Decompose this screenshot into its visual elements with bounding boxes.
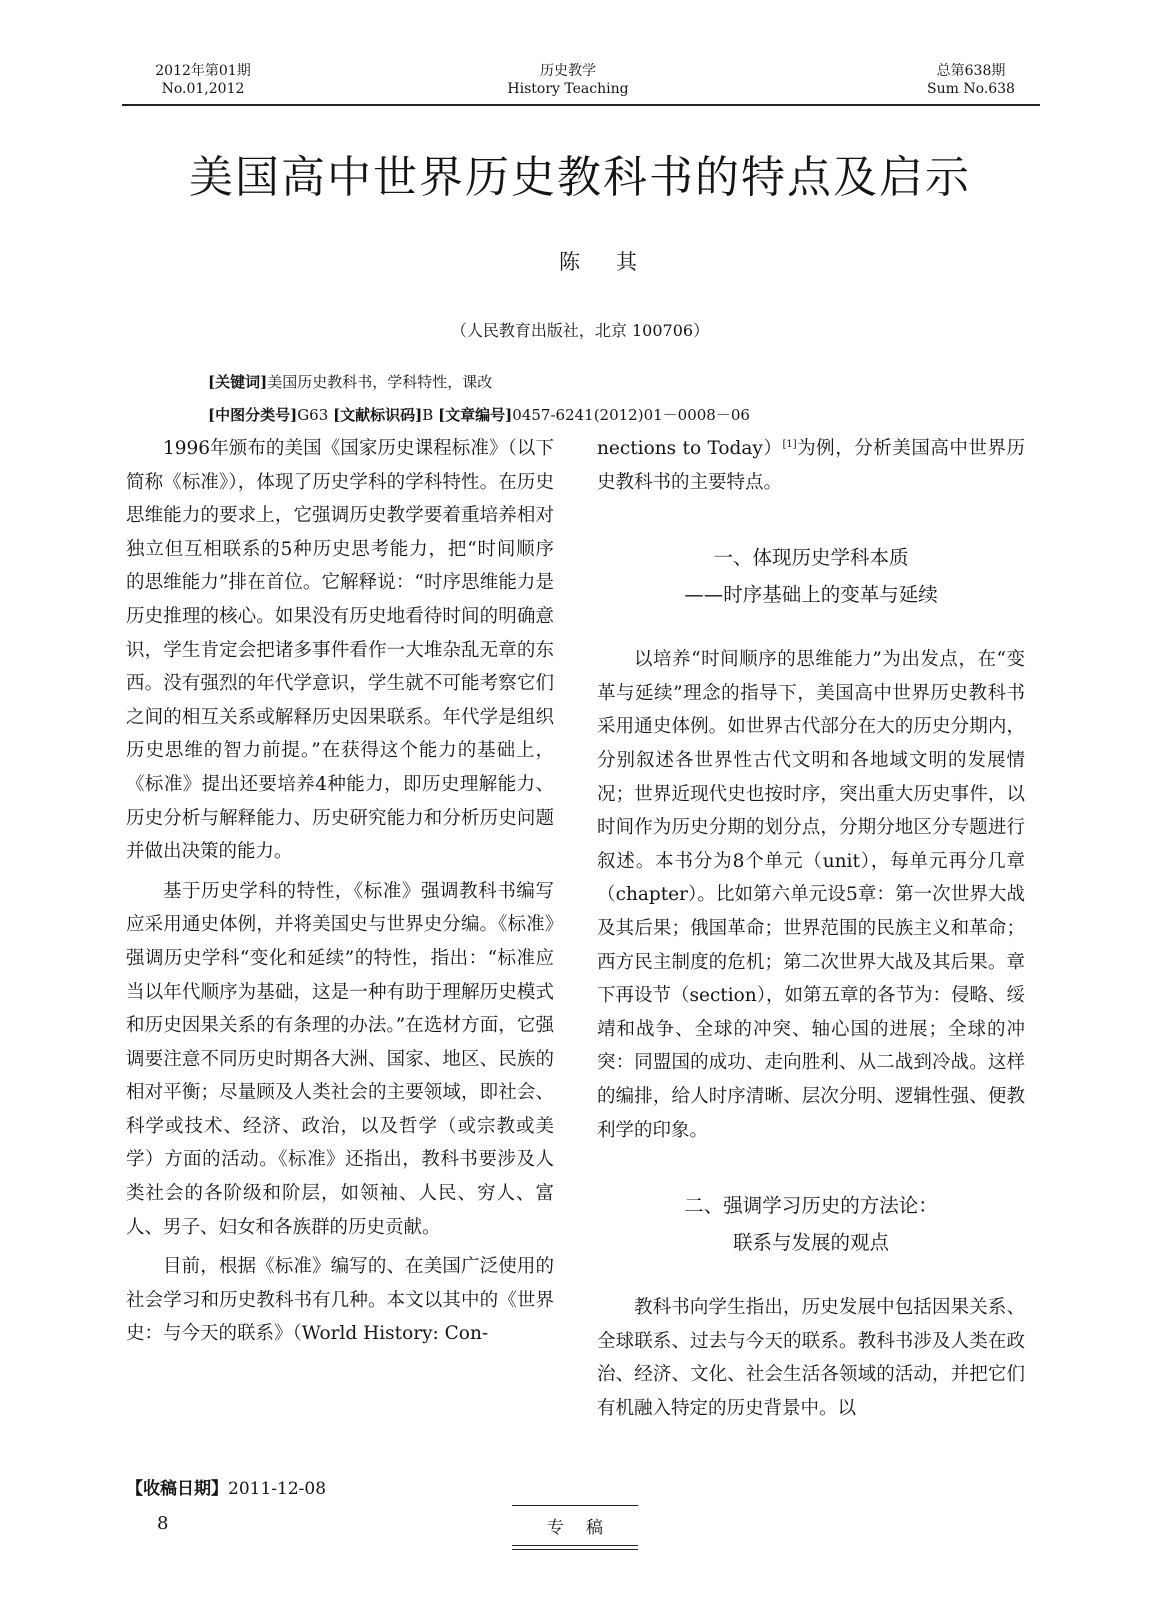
received-date — [126, 1474, 326, 1499]
page-number: 8 — [157, 1513, 169, 1534]
header-journal-cn: 历史教学 — [540, 63, 596, 79]
footer-divider-top — [512, 1505, 638, 1506]
article-title: 美国高中世界历史教科书的特点及启示 — [189, 152, 971, 203]
paragraph: 1996年颁布的美国《国家历史课程标准》（以下简称《标准》），体现了历史学科的学科特性。在历史思维能力的要求上，它强调历史教学要着重培养相对独立但互相联系的5种历史思考能力，把“时间顺序的思维能力”排在首位。它解释说：“时序思维能力是历史推理的核心。如果没有历史地看待时间的明确意识，学生肯定会把诸多事件看作一大堆杂乱无章的东西。没有强烈的年代学意识，学生就不可能考察它们之间的相互关系或解释历史因果联系。年代学是组织历史思维的智力前提。”在获得这个能力的基础上，《标准》提出还要培养4种能力，即历史理解能力、历史分析与解释能力、历史研究能力和分析历史问题并做出决策的能力。 — [126, 438, 554, 863]
keywords-label: [关键词] — [208, 373, 268, 391]
section-heading-2-line1: 二、强调学习历史的方法论： — [684, 1194, 938, 1218]
header-total-en: Sum No.638 — [927, 81, 1015, 97]
paragraph: 基于历史学科的特性，《标准》强调教科书编写应采用通史体例，并将美国史与世界史分编。《标准》强调历史学科“变化和延续”的特性，指出：“标准应当以年代顺序为基础，这是一种有助于理解历史模式和历史因果关系的有条理的办法。”在选材方面，它强调要注意不同历史时期各大洲、国家、地区、民族的相对平衡；尽量顾及人类社会的主要领域，即社会、科学或技术、经济、政治，以及哲学（或宗教或美学）方面的活动。《标准》还指出，教科书要涉及人类社会的各阶级和阶层，如领袖、人民、穷人、富人、男子、妇女和各族群的历史贡献。 — [126, 880, 554, 1238]
right-column — [597, 432, 1025, 1425]
header-journal-name — [468, 62, 668, 98]
footer-divider-bottom — [512, 1545, 638, 1546]
section-heading-1-line1: 一、体现历史学科本质 — [713, 546, 909, 570]
article-number-value: 0457-6241(2012)01－0008－06 — [512, 406, 750, 424]
header-divider — [122, 104, 1040, 106]
header-total-issue — [906, 62, 1036, 98]
classification-line — [208, 404, 750, 425]
paragraph — [597, 432, 1025, 499]
citation-reference: [1] — [782, 438, 797, 450]
footer-divider-bottom-2 — [512, 1549, 638, 1550]
paragraph-start: nections to Today） — [597, 438, 783, 459]
header-total-cn: 总第638期 — [936, 63, 1006, 79]
header-journal-issue — [128, 62, 278, 98]
received-value: 2011-12-08 — [228, 1479, 327, 1499]
paragraph-rest: 为例，分析美国高中世界历史教科书的主要特点。 — [597, 438, 1025, 493]
clc-value: G63 — [297, 406, 329, 424]
doc-code-value: B — [422, 406, 434, 424]
section-heading-2 — [597, 1187, 1025, 1261]
paragraph: 教科书向学生指出，历史发展中包括因果关系、全球联系、过去与今天的联系。教科书涉及人类在政治、经济、文化、社会生活各领域的活动，并把它们有机融入特定的历史背景中。以 — [597, 1297, 1025, 1419]
doc-code-label: [文献标识码] — [333, 406, 423, 424]
header-journal-en: History Teaching — [507, 81, 629, 97]
section-heading-1 — [597, 539, 1025, 613]
clc-label: [中图分类号] — [208, 406, 298, 424]
paragraph: 目前，根据《标准》编写的、在美国广泛使用的社会学习和历史教科书有几种。本文以其中的《世界史：与今天的联系》（World History: Con- — [126, 1256, 554, 1345]
article-author: 陈其 — [559, 250, 673, 274]
paragraph: 以培养“时间顺序的思维能力”为出发点，在“变革与延续”理念的指导下，美国高中世界历史教科书采用通史体例。如世界古代部分在大的历史分期内，分别叙述各世界性古代文明和各地域文明的发展情况；世界近现代史也按时序，突出重大历史事件，以时间作为历史分期的划分点，分期分地区分专题进行叙述。本书分为8个单元（unit），每单元再分几章（chapter）。比如第六单元设5章：第一次世界大战及其后果；俄国革命；世界范围的民族主义和革命；西方民主制度的危机；第二次世界大战及其后果。章下再设节（section），如第五章的各节为：侵略、绥靖和战争、全球的冲突、轴心国的进展；全球的冲突：同盟国的成功、走向胜利、从二战到冷战。这样的编排，给人时序清晰、层次分明、逻辑性强、便教利学的印象。 — [597, 649, 1025, 1141]
header-issue-cn: 2012年第01期 — [155, 63, 251, 79]
section-heading-2-line2: 联系与发展的观点 — [732, 1231, 889, 1255]
article-number-label: [文章编号] — [438, 406, 513, 424]
author-affiliation: （人民教育出版社，北京 100706） — [450, 321, 710, 340]
keywords-value: 美国历史教科书，学科特性，课改 — [267, 373, 493, 391]
received-label: 【收稿日期】 — [126, 1479, 228, 1499]
section-heading-1-line2: ——时序基础上的变革与延续 — [684, 583, 938, 607]
header-issue-en: No.01,2012 — [161, 81, 245, 97]
column-label: 专稿 — [547, 1518, 625, 1538]
keywords-line — [208, 371, 492, 392]
left-column — [126, 432, 554, 1351]
